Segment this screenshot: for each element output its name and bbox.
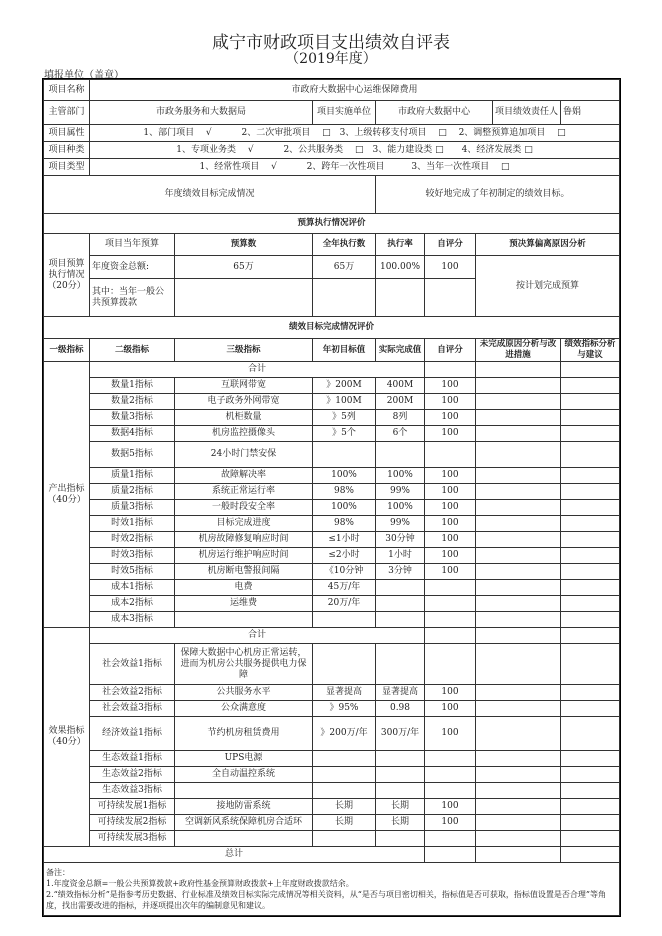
level2-indicator: 可持续发展3指标 xyxy=(90,831,175,847)
target-value: 长期 xyxy=(313,799,376,815)
reason-cell xyxy=(476,500,561,516)
self-score: 100 xyxy=(425,394,476,410)
level3-indicator: 机房运行维护响应时间 xyxy=(175,548,313,564)
self-score: 100 xyxy=(425,468,476,484)
goal-label: 年度绩效目标完成情况 xyxy=(44,176,376,214)
level2-indicator: 时效5指标 xyxy=(90,564,175,580)
grand-total-row xyxy=(44,847,620,863)
level3-indicator: 节约机房租赁费用 xyxy=(175,717,313,751)
level2-indicator: 成本2指标 xyxy=(90,596,175,612)
header: 三级指标 xyxy=(175,339,313,362)
target-value: 100% xyxy=(313,500,376,516)
target-value: 》95% xyxy=(313,701,376,717)
page-title: 咸宁市财政项目支出绩效自评表 xyxy=(212,33,450,53)
level3-indicator xyxy=(175,831,313,847)
level2-indicator: 可持续发展1指标 xyxy=(90,799,175,815)
self-score: 100 xyxy=(425,256,476,279)
deviation-reason: 按计划完成预算 xyxy=(476,256,620,317)
actual-value xyxy=(376,612,425,628)
self-score: 100 xyxy=(425,532,476,548)
actual-value: 3分钟 xyxy=(376,564,425,580)
table-row xyxy=(44,701,620,717)
budget-amount: 65万 xyxy=(175,256,313,279)
table-row xyxy=(44,394,620,410)
reason-cell xyxy=(476,516,561,532)
analysis-cell xyxy=(561,564,620,580)
analysis-cell xyxy=(561,410,620,426)
note-line: 2.“绩效指标分析”是指参考历史数据、行业标准及绩效目标实际完成情况等相关资料，从“是否与项目密切相关，指标值是否可获取，指标值设置是否合理”等角度，找出需要改进的指标，并逐项提出次年的编制意见和建议。 xyxy=(46,890,606,910)
self-score: 100 xyxy=(425,500,476,516)
actual-value xyxy=(376,644,425,685)
self-score xyxy=(425,767,476,783)
self-score xyxy=(425,580,476,596)
reason-cell xyxy=(476,468,561,484)
table-row xyxy=(44,580,620,596)
actual-value: 30分钟 xyxy=(376,532,425,548)
table-row xyxy=(44,783,620,799)
level3-indicator: 故障解决率 xyxy=(175,468,313,484)
header: 年初目标值 xyxy=(313,339,376,362)
reason-cell xyxy=(476,564,561,580)
target-value xyxy=(313,442,376,468)
impl-value: 市政府大数据中心 xyxy=(376,101,493,125)
level2-indicator: 数量2指标 xyxy=(90,394,175,410)
analysis-cell xyxy=(561,644,620,685)
table-row xyxy=(44,548,620,564)
analysis-cell xyxy=(561,378,620,394)
level3-indicator: 公众满意度 xyxy=(175,701,313,717)
table-row xyxy=(44,596,620,612)
self-score: 100 xyxy=(425,799,476,815)
level2-indicator: 成本1指标 xyxy=(90,580,175,596)
level3-indicator: 互联网带宽 xyxy=(175,378,313,394)
target-value xyxy=(313,831,376,847)
self-score: 100 xyxy=(425,685,476,701)
reason-cell xyxy=(476,717,561,751)
reason-cell xyxy=(476,751,561,767)
target-value: 45万/年 xyxy=(313,580,376,596)
actual-value xyxy=(376,767,425,783)
target-value: ≤1小时 xyxy=(313,532,376,548)
self-score: 100 xyxy=(425,426,476,442)
actual-value xyxy=(376,580,425,596)
subtotal-row xyxy=(44,628,620,644)
target-value: 》5列 xyxy=(313,410,376,426)
level2-indicator: 社会效益3指标 xyxy=(90,701,175,717)
level2-indicator: 质量3指标 xyxy=(90,500,175,516)
self-score: 100 xyxy=(425,717,476,751)
label: 项目名称 xyxy=(44,80,90,101)
target-value: 长期 xyxy=(313,815,376,831)
actual-value: 99% xyxy=(376,484,425,500)
analysis-cell xyxy=(561,468,620,484)
analysis-cell xyxy=(561,442,620,468)
actual-value xyxy=(376,831,425,847)
table-row xyxy=(44,815,620,831)
subtotal-label: 合计 xyxy=(90,362,425,378)
header: 全年执行数 xyxy=(313,234,376,256)
analysis-cell xyxy=(561,484,620,500)
table-row xyxy=(44,442,620,468)
subtotal-label: 合计 xyxy=(90,628,425,644)
analysis-cell xyxy=(561,596,620,612)
analysis-cell xyxy=(561,799,620,815)
reason-cell xyxy=(476,394,561,410)
target-value: 》5个 xyxy=(313,426,376,442)
level2-indicator: 生态效益1指标 xyxy=(90,751,175,767)
target-value: 《10分钟 xyxy=(313,564,376,580)
self-score: 100 xyxy=(425,815,476,831)
analysis-cell xyxy=(561,831,620,847)
reason-cell xyxy=(476,831,561,847)
actual-value: 长期 xyxy=(376,799,425,815)
table-row xyxy=(44,532,620,548)
analysis-cell xyxy=(561,717,620,751)
self-score: 100 xyxy=(425,410,476,426)
reason-cell xyxy=(476,783,561,799)
table-row xyxy=(44,500,620,516)
table-row xyxy=(44,751,620,767)
table-row xyxy=(44,644,620,685)
level2-indicator: 时效2指标 xyxy=(90,532,175,548)
header: 未完成原因分析与改进措施 xyxy=(476,339,561,362)
header: 二级指标 xyxy=(90,339,175,362)
self-score: 100 xyxy=(425,548,476,564)
table-row xyxy=(44,426,620,442)
budget-row-label: 项目预算执行情况（20分） xyxy=(44,234,90,317)
reason-cell xyxy=(476,442,561,468)
analysis-cell xyxy=(561,580,620,596)
header: 自评分 xyxy=(425,234,476,256)
project-name: 市政府大数据中心运维保障费用 xyxy=(90,80,620,101)
header: 执行率 xyxy=(376,234,425,256)
level2-indicator: 时效1指标 xyxy=(90,516,175,532)
reason-cell xyxy=(476,644,561,685)
sub-label: 其中：当年一般公共预算拨款 xyxy=(90,279,175,317)
analysis-cell xyxy=(561,783,620,799)
level3-indicator: UPS电源 xyxy=(175,751,313,767)
analysis-cell xyxy=(561,701,620,717)
actual-value xyxy=(376,596,425,612)
level2-indicator: 质量1指标 xyxy=(90,468,175,484)
label: 主管部门 xyxy=(44,101,90,125)
level1-indicator: 产出指标（40分） xyxy=(44,362,90,628)
level2-indicator: 质量2指标 xyxy=(90,484,175,500)
level1-indicator: 效果指标（40分） xyxy=(44,628,90,847)
header: 一级指标 xyxy=(44,339,90,362)
perf-section-title: 绩效目标完成情况评价 xyxy=(44,317,620,339)
actual-value: 长期 xyxy=(376,815,425,831)
actual-value: 400M xyxy=(376,378,425,394)
note-line: 备注： xyxy=(46,868,70,877)
level3-indicator: 机柜数量 xyxy=(175,410,313,426)
page-subtitle: （2019年度） xyxy=(285,51,377,67)
level3-indicator: 接地防雷系统 xyxy=(175,799,313,815)
table-row xyxy=(44,410,620,426)
subtotal-row xyxy=(44,362,620,378)
reason-cell xyxy=(476,548,561,564)
target-value xyxy=(313,644,376,685)
label: 项目属性 xyxy=(44,125,90,142)
level3-indicator: 保障大数据中心机房正常运转，进而为机房公共服务提供电力保障 xyxy=(175,644,313,685)
reason-cell xyxy=(476,410,561,426)
analysis-cell xyxy=(561,751,620,767)
self-score xyxy=(425,644,476,685)
table-row xyxy=(44,516,620,532)
level2-indicator: 成本3指标 xyxy=(90,612,175,628)
analysis-cell xyxy=(561,532,620,548)
self-score xyxy=(425,442,476,468)
target-value: ≤2小时 xyxy=(313,548,376,564)
analysis-cell xyxy=(561,767,620,783)
self-score: 100 xyxy=(425,484,476,500)
actual-value: 显著提高 xyxy=(376,685,425,701)
level3-indicator: 电费 xyxy=(175,580,313,596)
header: 项目当年预算 xyxy=(90,234,175,256)
self-score xyxy=(425,751,476,767)
reason-cell xyxy=(476,532,561,548)
analysis-cell xyxy=(561,426,620,442)
level2-indicator: 数量3指标 xyxy=(90,410,175,426)
label: 项目类型 xyxy=(44,159,90,176)
level3-indicator xyxy=(175,783,313,799)
self-score xyxy=(425,596,476,612)
target-value: 100% xyxy=(313,468,376,484)
label: 项目种类 xyxy=(44,142,90,159)
evaluation-table xyxy=(43,79,620,916)
budget-section-title: 预算执行情况评价 xyxy=(44,214,620,234)
target-value xyxy=(313,783,376,799)
target-value: 98% xyxy=(313,516,376,532)
self-score xyxy=(425,783,476,799)
level3-indicator: 一般时段安全率 xyxy=(175,500,313,516)
notes-row xyxy=(44,863,620,916)
actual-value: 6个 xyxy=(376,426,425,442)
row-project-name xyxy=(44,80,620,101)
unit-label: 填报单位（盖章） xyxy=(44,70,124,81)
self-score: 100 xyxy=(425,516,476,532)
analysis-cell xyxy=(561,685,620,701)
level2-indicator: 生态效益3指标 xyxy=(90,783,175,799)
reason-cell xyxy=(476,484,561,500)
actual-value: 100% xyxy=(376,500,425,516)
table-row xyxy=(44,831,620,847)
level3-indicator: 运维费 xyxy=(175,596,313,612)
level3-indicator: 系统正常运行率 xyxy=(175,484,313,500)
level2-indicator: 数据4指标 xyxy=(90,426,175,442)
actual-value xyxy=(376,751,425,767)
target-value: 显著提高 xyxy=(313,685,376,701)
level3-indicator: 电子政务外网带宽 xyxy=(175,394,313,410)
execution-rate: 100.00% xyxy=(376,256,425,279)
reason-cell xyxy=(476,815,561,831)
actual-value: 200M xyxy=(376,394,425,410)
reason-cell xyxy=(476,580,561,596)
level2-indicator: 生态效益2指标 xyxy=(90,767,175,783)
self-score: 100 xyxy=(425,378,476,394)
actual-value: 0.98 xyxy=(376,701,425,717)
analysis-cell xyxy=(561,815,620,831)
executed-amount: 65万 xyxy=(313,256,376,279)
target-value: 98% xyxy=(313,484,376,500)
header: 预算数 xyxy=(175,234,313,256)
actual-value: 99% xyxy=(376,516,425,532)
target-value xyxy=(313,751,376,767)
level3-indicator: 全自动温控系统 xyxy=(175,767,313,783)
analysis-cell xyxy=(561,516,620,532)
type-value: 1、经常性项目 √ 2、跨年一次性项目 3、当年一次性项目 □ xyxy=(90,159,620,176)
actual-value: 300万/年 xyxy=(376,717,425,751)
level3-indicator: 机房监控摄像头 xyxy=(175,426,313,442)
analysis-cell xyxy=(561,548,620,564)
analysis-cell xyxy=(561,394,620,410)
level2-indicator: 数量1指标 xyxy=(90,378,175,394)
note-line: 1.年度资金总额=一般公共预算拨款+政府性基金预算财政拨款+上年度财政拨款结余。 xyxy=(46,879,354,888)
actual-value xyxy=(376,783,425,799)
level3-indicator: 空调新风系统保障机房合适环 xyxy=(175,815,313,831)
level2-indicator: 可持续发展2指标 xyxy=(90,815,175,831)
self-score xyxy=(425,612,476,628)
owner-value: 鲁娟 xyxy=(561,101,620,125)
goal-value: 较好地完成了年初制定的绩效目标。 xyxy=(376,176,620,214)
self-score xyxy=(425,831,476,847)
self-score: 100 xyxy=(425,701,476,717)
level3-indicator: 目标完成进度 xyxy=(175,516,313,532)
reason-cell xyxy=(476,701,561,717)
level2-indicator: 社会效益2指标 xyxy=(90,685,175,701)
table-row xyxy=(44,799,620,815)
table-row xyxy=(44,767,620,783)
target-value: 》200万/年 xyxy=(313,717,376,751)
level3-indicator: 机房断电警报间隔 xyxy=(175,564,313,580)
actual-value: 100% xyxy=(376,468,425,484)
target-value: 20万/年 xyxy=(313,596,376,612)
actual-value xyxy=(376,442,425,468)
target-value xyxy=(313,612,376,628)
attr-value: 1、部门项目 √ 2、二次审批项目 □ 3、上级转移支付项目 □ 2、调整预算追加项目 □ xyxy=(90,125,620,142)
table-row xyxy=(44,564,620,580)
header: 预决算偏离原因分析 xyxy=(476,234,620,256)
level2-indicator: 社会效益1指标 xyxy=(90,644,175,685)
table-row xyxy=(44,484,620,500)
reason-cell xyxy=(476,612,561,628)
level3-indicator: 机房故障修复响应时间 xyxy=(175,532,313,548)
notes xyxy=(44,863,620,916)
row-dept xyxy=(44,101,620,125)
reason-cell xyxy=(476,596,561,612)
self-score: 100 xyxy=(425,564,476,580)
level3-indicator: 公共服务水平 xyxy=(175,685,313,701)
reason-cell xyxy=(476,799,561,815)
level2-indicator: 经济效益1指标 xyxy=(90,717,175,751)
target-value xyxy=(313,767,376,783)
reason-cell xyxy=(476,767,561,783)
level3-indicator xyxy=(175,612,313,628)
label: 项目绩效责任人 xyxy=(493,101,561,125)
actual-value: 1小时 xyxy=(376,548,425,564)
kind-value: 1、专项业务类 √ 2、公共服务类 □ 3、能力建设类 □ 4、经济发展类 □ xyxy=(90,142,620,159)
total-label: 年度资金总额: xyxy=(90,256,175,279)
header: 实际完成值 xyxy=(376,339,425,362)
reason-cell xyxy=(476,685,561,701)
dept-value: 市政务服务和大数据局 xyxy=(90,101,313,125)
level2-indicator: 时效3指标 xyxy=(90,548,175,564)
actual-value: 8列 xyxy=(376,410,425,426)
target-value: 》100M xyxy=(313,394,376,410)
table-row xyxy=(44,717,620,751)
reason-cell xyxy=(476,378,561,394)
table-row xyxy=(44,378,620,394)
table-row xyxy=(44,468,620,484)
level3-indicator: 24小时门禁安保 xyxy=(175,442,313,468)
analysis-cell xyxy=(561,612,620,628)
reason-cell xyxy=(476,426,561,442)
analysis-cell xyxy=(561,500,620,516)
header: 自评分 xyxy=(425,339,476,362)
table-row xyxy=(44,685,620,701)
table-row xyxy=(44,612,620,628)
target-value: 》200M xyxy=(313,378,376,394)
grand-total-label: 总计 xyxy=(44,847,425,863)
header: 绩效指标分析与建议 xyxy=(561,339,620,362)
label: 项目实施单位 xyxy=(313,101,376,125)
level2-indicator: 数据5指标 xyxy=(90,442,175,468)
